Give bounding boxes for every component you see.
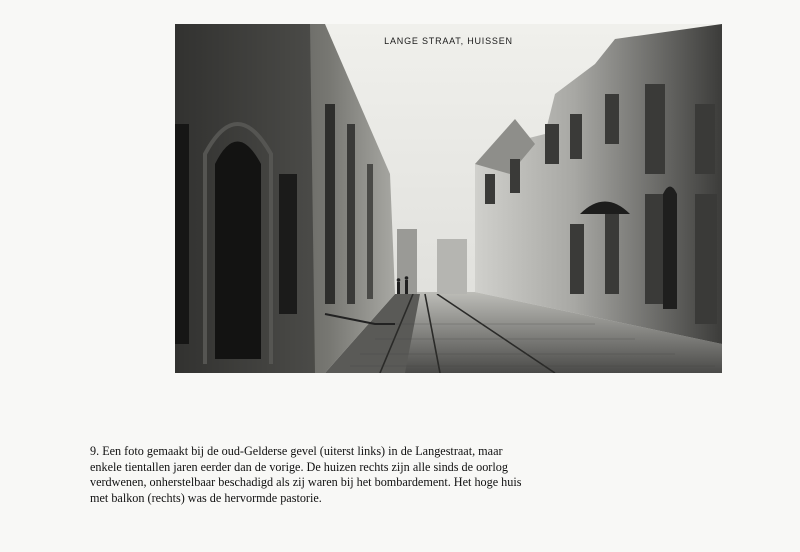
caption-line: enkele tientallen jaren eerder dan de vorige. De huizen rechts zijn alle sinds de oorlog xyxy=(90,459,508,474)
facade-pilaster xyxy=(325,104,335,304)
right-doorway xyxy=(663,187,677,310)
distant-house-right xyxy=(437,239,467,294)
caption-line: verdwenen, onherstelbaar beschadigd als zij waren bij het bombardement. Het hoge huis xyxy=(90,475,522,490)
historic-street-photo xyxy=(175,24,722,373)
caption-line: met balkon (rechts) was de hervormde pastorie. xyxy=(90,490,322,505)
caption-line: 9. Een foto gemaakt bij de oud-Gelderse gevel (uiterst links) in de Langestraat, maar xyxy=(90,444,503,458)
left-window xyxy=(175,124,189,344)
facade-pilaster-2 xyxy=(347,124,355,304)
arched-doorway xyxy=(215,142,261,360)
facade-window xyxy=(279,174,297,314)
photo-caption xyxy=(90,444,610,506)
photo-title: LANGE STRAAT, HUISSEN xyxy=(384,36,513,46)
facade-pilaster-3 xyxy=(367,164,373,299)
street-scene-illustration xyxy=(175,24,722,373)
